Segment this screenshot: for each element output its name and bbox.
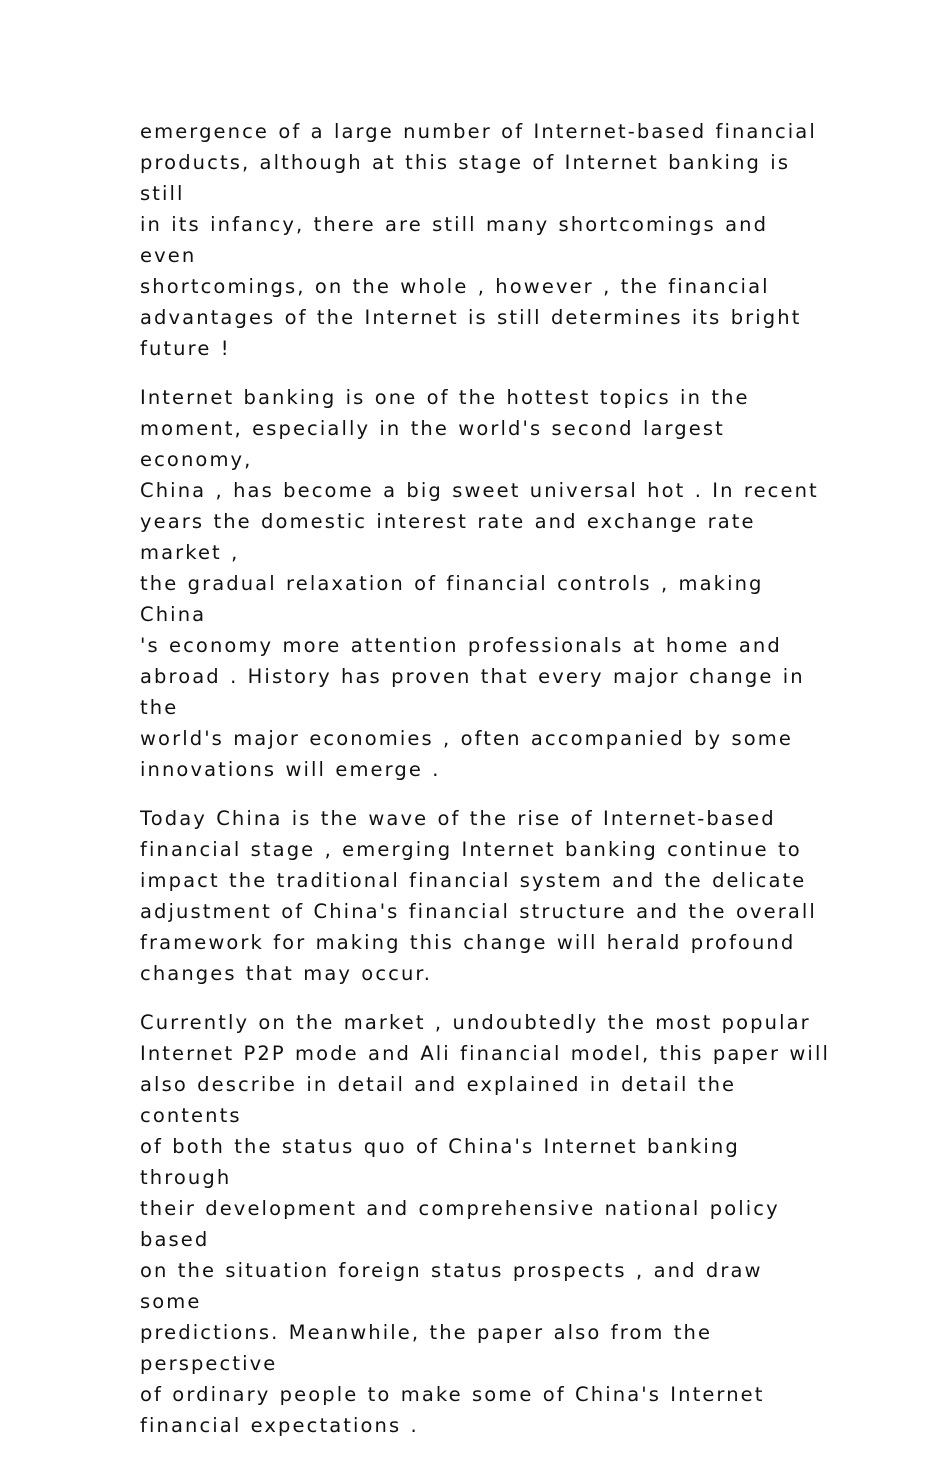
paragraph-3: Today China is the wave of the rise of Internet-based financial stage , emerging Internet banking continue to impact the traditional financial system and the delicate adjustment of China's financial structure and the overall framework for making this change will herald profound changes that may occur. [140,807,817,985]
paragraph-2: Internet banking is one of the hottest topics in the moment, especially in the world's second largest economy, China , has become a big sweet universal hot . In recent years the domestic interest rate and exchange rate market , the gradual relaxation of financial controls , making China 's economy more attention professionals at home and abroad . History has proven that every major change in the world's major economies , often accompanied by some innovations will emerge . [140,386,819,781]
document-body [140,116,830,1459]
paragraph-1: emergence of a large number of Internet-based financial products, although at this stage of Internet banking is still in its infancy, there are still many shortcomings and even shortcomings, on the whole , however , the financial advantages of the Internet is still determines its bright future ! [140,120,817,360]
paragraph-4: Currently on the market , undoubtedly the most popular Internet P2P mode and Ali financial model, this paper will also describe in detail and explained in detail the contents of both the status quo of China's Internet banking through their development and comprehensive national policy based on the situation foreign status prospects , and draw some predictions. Meanwhile, the paper also from the perspective of ordinary people to make some of China's Internet financial expectations . [140,1011,830,1437]
